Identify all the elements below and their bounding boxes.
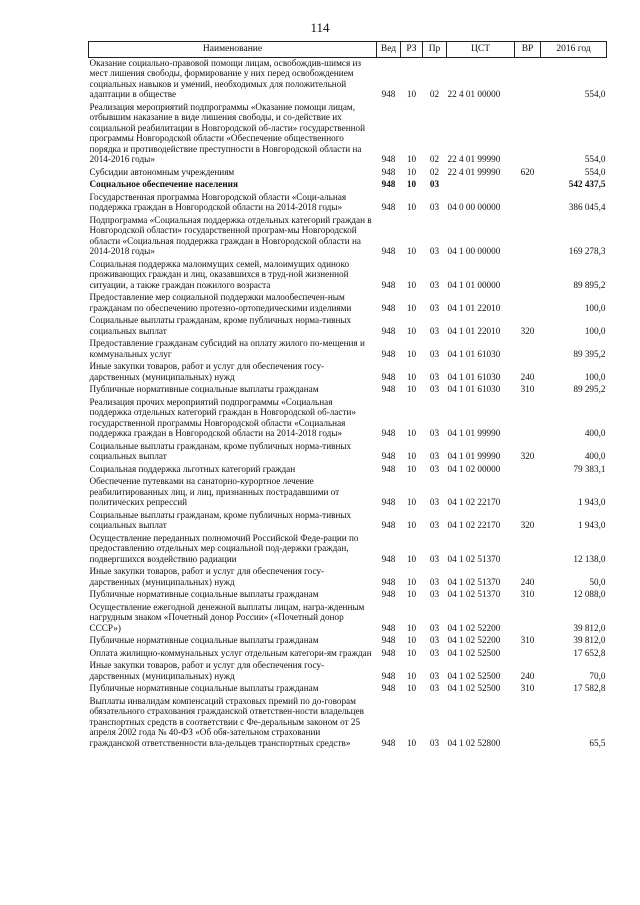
row-name: Социальная поддержка малоимущих семей, малоимущих одиноко проживающих граждан и лиц, оказавшихся в труд-ной жизненной ситуации, а также граждан пожилого возраста xyxy=(89,258,350,290)
row-rz: 10 xyxy=(406,451,417,461)
row-amount: 554,0 xyxy=(584,89,606,99)
row-amount: 89 295,2 xyxy=(573,384,606,394)
row-ved: 948 xyxy=(381,463,396,474)
row-rz: 10 xyxy=(406,179,417,189)
row-rz: 10 xyxy=(406,302,417,313)
row-vr xyxy=(515,397,541,441)
row-vr: 240 xyxy=(520,576,535,587)
row-name: Иные закупки товаров, работ и услуг для обеспечения госу-дарственных (муниципальных) нужд xyxy=(89,660,325,681)
row-name: Публичные нормативные социальные выплаты гражданам xyxy=(89,384,319,394)
row-amount: 79 383,1 xyxy=(573,463,606,474)
header-cst: ЦСТ xyxy=(447,42,515,58)
row-cst: 04 1 02 00000 xyxy=(447,463,501,474)
row-cst: 04 1 02 52500 xyxy=(447,670,501,681)
row-ved: 948 xyxy=(381,428,396,438)
row-name: Социальные выплаты гражданам, кроме публичных норма-тивных социальных выплат xyxy=(89,440,352,461)
row-pr: 02 xyxy=(429,166,440,177)
table-row xyxy=(89,696,607,751)
row-amount: 39 812,0 xyxy=(573,635,606,645)
row-ved: 948 xyxy=(381,737,396,748)
row-vr xyxy=(515,57,541,102)
row-amount: 100,0 xyxy=(584,302,606,313)
page-number: 114 xyxy=(310,20,330,35)
row-amount: 1 943,0 xyxy=(577,520,606,530)
row-ved: 948 xyxy=(381,670,396,681)
row-cst: 04 1 01 00000 xyxy=(447,279,501,290)
row-pr: 03 xyxy=(429,520,440,530)
row-cst: 04 0 00 00000 xyxy=(447,202,501,212)
row-cst: 04 1 02 52500 xyxy=(447,683,501,693)
row-vr: 320 xyxy=(520,325,535,336)
row-amount: 50,0 xyxy=(589,576,606,587)
row-ved: 948 xyxy=(381,371,396,382)
row-ved: 948 xyxy=(381,622,396,633)
row-pr: 03 xyxy=(429,179,440,189)
row-pr: 03 xyxy=(429,451,440,461)
row-rz: 10 xyxy=(406,348,417,359)
row-name: Осуществление переданных полномочий Российской Феде-рации по предоставлению отдельных мер социальной под-держки граждан, подвергшихся воздействию радиации xyxy=(89,532,359,564)
row-amount: 1 943,0 xyxy=(577,497,606,507)
row-cst: 04 1 01 61030 xyxy=(447,384,501,394)
row-ved: 948 xyxy=(381,647,396,658)
row-rz: 10 xyxy=(406,202,417,212)
row-cst: 04 1 01 22010 xyxy=(447,302,501,313)
row-rz: 10 xyxy=(406,166,417,177)
row-rz: 10 xyxy=(406,384,417,394)
table-row xyxy=(89,397,607,441)
table-body xyxy=(89,57,607,750)
row-pr: 03 xyxy=(429,622,440,633)
row-vr: 310 xyxy=(520,635,535,645)
row-pr: 02 xyxy=(429,89,440,99)
table-row xyxy=(89,102,607,167)
row-name: Иные закупки товаров, работ и услуг для обеспечения госу-дарственных (муниципальных) нужд xyxy=(89,361,325,382)
table-row xyxy=(89,259,607,293)
row-vr xyxy=(515,602,541,636)
row-pr: 03 xyxy=(429,737,440,748)
row-rz: 10 xyxy=(406,497,417,507)
row-rz: 10 xyxy=(406,428,417,438)
table-row xyxy=(89,589,607,602)
row-pr: 03 xyxy=(429,202,440,212)
budget-table xyxy=(88,41,607,750)
row-cst: 04 1 02 22170 xyxy=(447,520,501,530)
row-ved: 948 xyxy=(381,154,396,164)
header-name: Наименование xyxy=(89,42,377,58)
row-cst: 04 1 01 99990 xyxy=(447,428,501,438)
row-ved: 948 xyxy=(381,589,396,599)
header-ved: Вед xyxy=(377,42,401,58)
row-pr: 02 xyxy=(429,154,440,164)
table-row xyxy=(89,315,607,338)
table-row xyxy=(89,602,607,636)
table-row xyxy=(89,57,607,102)
row-amount: 542 437,5 xyxy=(568,179,606,189)
row-cst xyxy=(447,179,515,192)
row-amount: 39 812,0 xyxy=(573,622,606,633)
row-cst: 22 4 01 99990 xyxy=(447,166,501,177)
row-name: Публичные нормативные социальные выплаты гражданам xyxy=(89,635,319,645)
row-cst: 04 1 02 51370 xyxy=(447,553,501,564)
row-vr: 320 xyxy=(520,451,535,461)
row-rz: 10 xyxy=(406,463,417,474)
row-cst: 04 1 02 52200 xyxy=(447,635,501,645)
row-amount: 65,5 xyxy=(589,737,606,748)
row-rz: 10 xyxy=(406,576,417,587)
row-pr: 03 xyxy=(429,348,440,359)
row-vr xyxy=(515,533,541,567)
table-row xyxy=(89,384,607,397)
row-cst: 04 1 00 00000 xyxy=(447,246,501,256)
row-ved: 948 xyxy=(381,451,396,461)
row-cst: 04 1 02 52200 xyxy=(447,622,501,633)
row-pr: 03 xyxy=(429,246,440,256)
row-name: Оплата жилищно-коммунальных услуг отдельным категори-ям граждан xyxy=(89,647,372,658)
row-amount: 100,0 xyxy=(584,371,606,382)
row-ved: 948 xyxy=(381,89,396,99)
row-amount: 89 395,2 xyxy=(573,348,606,359)
row-name: Публичные нормативные социальные выплаты гражданам xyxy=(89,589,319,599)
row-rz: 10 xyxy=(406,371,417,382)
row-rz: 10 xyxy=(406,520,417,530)
row-cst: 22 4 01 00000 xyxy=(447,89,501,99)
row-rz: 10 xyxy=(406,325,417,336)
row-ved: 948 xyxy=(381,325,396,336)
row-ved: 948 xyxy=(381,553,396,564)
row-ved: 948 xyxy=(381,497,396,507)
row-name: Обеспечение путевками на санаторно-курортное лечение реабилитированных лиц, и лиц, признанных пострадавшими от политических репрессий xyxy=(89,476,340,507)
row-name: Выплаты инвалидам компенсаций страховых премий по до-говорам обязательного страхования гражданской ответствен-ности владельцев транспортных средств в соответствии с Фе-деральным законом от 25 апреля 2002 года № 40-ФЗ «Об обя-зательном страховании гражданской ответственности вла-дельцев транспортных средств» xyxy=(89,695,364,748)
row-name: Подпрограмма «Социальная поддержка отдельных категорий граждан в Новгородской области» государственной програм-мы Новгородской области «Социальная поддержка граждан в Новгородской области на 2014-2018 годы» xyxy=(89,214,372,256)
row-pr: 03 xyxy=(429,384,440,394)
table-row xyxy=(89,566,607,589)
row-rz: 10 xyxy=(406,622,417,633)
row-cst: 04 1 02 51370 xyxy=(447,576,501,587)
header-year: 2016 год xyxy=(541,42,607,58)
row-pr: 03 xyxy=(429,647,440,658)
row-amount: 17 582,8 xyxy=(573,683,606,693)
row-name: Государственная программа Новгородской области «Соци-альная поддержка граждан в Новгородской области на 2014-2018 годы» xyxy=(89,191,347,212)
table-row xyxy=(89,635,607,648)
row-amount: 12 138,0 xyxy=(573,553,606,564)
row-pr: 03 xyxy=(429,371,440,382)
row-ved: 948 xyxy=(381,635,396,645)
row-pr: 03 xyxy=(429,428,440,438)
table-row xyxy=(89,464,607,477)
row-amount: 17 652,8 xyxy=(573,647,606,658)
row-ved: 948 xyxy=(381,683,396,693)
row-vr xyxy=(515,476,541,510)
row-cst: 04 1 02 22170 xyxy=(447,497,501,507)
table-header-row xyxy=(89,42,607,58)
row-name: Социальная поддержка льготных категорий граждан xyxy=(89,463,296,474)
table-row xyxy=(89,361,607,384)
row-rz: 10 xyxy=(406,553,417,564)
row-vr: 320 xyxy=(520,520,535,530)
row-rz: 10 xyxy=(406,683,417,693)
row-cst: 04 1 01 99990 xyxy=(447,451,501,461)
row-cst: 04 1 02 51370 xyxy=(447,589,501,599)
row-cst: 04 1 01 61030 xyxy=(447,371,501,382)
table-row xyxy=(89,683,607,696)
row-ved: 948 xyxy=(381,166,396,177)
row-name: Предоставление мер социальной поддержки малообеспечен-ным гражданам по обеспечению протезно-ортопедическими изделиями xyxy=(89,292,352,313)
row-vr xyxy=(515,192,541,215)
row-ved: 948 xyxy=(381,246,396,256)
row-rz: 10 xyxy=(406,89,417,99)
header-rz: РЗ xyxy=(401,42,423,58)
table-row xyxy=(89,292,607,315)
row-amount: 554,0 xyxy=(584,154,606,164)
row-pr: 03 xyxy=(429,325,440,336)
row-ved: 948 xyxy=(381,302,396,313)
row-cst: 04 1 01 22010 xyxy=(447,325,501,336)
row-vr xyxy=(515,292,541,315)
row-ved: 948 xyxy=(381,179,396,189)
row-vr: 240 xyxy=(520,371,535,382)
row-pr: 03 xyxy=(429,497,440,507)
row-name: Предоставление гражданам субсидий на оплату жилого по-мещения и коммунальных услуг xyxy=(89,338,365,359)
row-ved: 948 xyxy=(381,576,396,587)
row-name: Социальные выплаты гражданам, кроме публичных норма-тивных социальных выплат xyxy=(89,315,352,336)
table-row xyxy=(89,179,607,192)
row-vr: 310 xyxy=(520,683,535,693)
row-vr: 310 xyxy=(520,589,535,599)
row-pr: 03 xyxy=(429,589,440,599)
row-name: Иные закупки товаров, работ и услуг для обеспечения госу-дарственных (муниципальных) нужд xyxy=(89,566,325,587)
row-vr xyxy=(515,338,541,361)
row-amount: 70,0 xyxy=(589,670,606,681)
row-rz: 10 xyxy=(406,154,417,164)
row-rz: 10 xyxy=(406,737,417,748)
table-row xyxy=(89,215,607,259)
row-pr: 03 xyxy=(429,279,440,290)
row-amount: 400,0 xyxy=(584,428,606,438)
row-vr xyxy=(515,648,541,661)
row-pr: 03 xyxy=(429,576,440,587)
row-pr: 03 xyxy=(429,553,440,564)
row-amount: 89 895,2 xyxy=(573,279,606,290)
row-amount: 169 278,3 xyxy=(568,246,606,256)
row-name: Оказание социально-правовой помощи лицам, освобождив-шимся из мест лишения свободы, формирование у них перед освобождением социальных навыков и умений, необходимых для положительной адаптации в обществе xyxy=(89,57,362,99)
row-pr: 03 xyxy=(429,302,440,313)
row-name: Социальные выплаты гражданам, кроме публичных норма-тивных социальных выплат xyxy=(89,509,352,530)
header-pr: Пр xyxy=(423,42,447,58)
table-row xyxy=(89,660,607,683)
row-name: Социальное обеспечение населения xyxy=(89,179,238,189)
header-vr: ВР xyxy=(515,42,541,58)
row-amount: 554,0 xyxy=(584,166,606,177)
table-row xyxy=(89,192,607,215)
row-rz: 10 xyxy=(406,670,417,681)
row-cst: 04 1 02 52800 xyxy=(447,737,501,748)
table-row xyxy=(89,648,607,661)
table-row xyxy=(89,441,607,464)
row-pr: 03 xyxy=(429,635,440,645)
row-ved: 948 xyxy=(381,520,396,530)
table-row xyxy=(89,533,607,567)
row-name: Реализация прочих мероприятий подпрограммы «Социальная поддержка отдельных категорий граждан в Новгородской об-ласти» государственной программы Новгородской области «Социальная поддержка граждан в Новгородской области на 2014-2018 годы» xyxy=(89,396,356,438)
row-amount: 400,0 xyxy=(584,451,606,461)
row-vr xyxy=(515,259,541,293)
row-amount: 100,0 xyxy=(584,325,606,336)
row-cst: 04 1 02 52500 xyxy=(447,647,501,658)
row-cst: 04 1 01 61030 xyxy=(447,348,501,359)
row-ved: 948 xyxy=(381,348,396,359)
row-vr: 620 xyxy=(520,166,535,177)
row-name: Осуществление ежегодной денежной выплаты лицам, награ-жденным нагрудным знаком «Почетный донор России» («Почетный донор СССР») xyxy=(89,601,365,633)
row-name: Публичные нормативные социальные выплаты гражданам xyxy=(89,683,319,693)
row-vr: 240 xyxy=(520,670,535,681)
table-row xyxy=(89,167,607,180)
row-rz: 10 xyxy=(406,647,417,658)
row-rz: 10 xyxy=(406,635,417,645)
row-rz: 10 xyxy=(406,246,417,256)
row-pr: 03 xyxy=(429,683,440,693)
row-cst: 22 4 01 99990 xyxy=(447,154,501,164)
row-pr: 03 xyxy=(429,670,440,681)
row-vr: 310 xyxy=(520,384,535,394)
row-vr xyxy=(515,696,541,751)
row-amount: 12 088,0 xyxy=(573,589,606,599)
table-row xyxy=(89,476,607,510)
row-rz: 10 xyxy=(406,589,417,599)
row-rz: 10 xyxy=(406,279,417,290)
row-name: Реализация мероприятий подпрограммы «Оказание помощи лицам, отбывшим наказание в виде лишения свободы, и со-действие их социальной реабилитации в Новгородской об-ласти» государственной программы Новгородской области «Обеспечение общественного порядка и противодействие преступности в Новгородской области на 2014-2016 годы» xyxy=(89,101,366,164)
row-ved: 948 xyxy=(381,279,396,290)
row-pr: 03 xyxy=(429,463,440,474)
row-name: Субсидии автономным учреждениям xyxy=(89,166,235,177)
table-row xyxy=(89,510,607,533)
row-vr xyxy=(515,102,541,167)
row-ved: 948 xyxy=(381,384,396,394)
row-vr xyxy=(515,215,541,259)
row-ved: 948 xyxy=(381,202,396,212)
row-vr xyxy=(515,464,541,477)
row-amount: 386 045,4 xyxy=(568,202,606,212)
row-vr xyxy=(515,179,541,192)
table-row xyxy=(89,338,607,361)
